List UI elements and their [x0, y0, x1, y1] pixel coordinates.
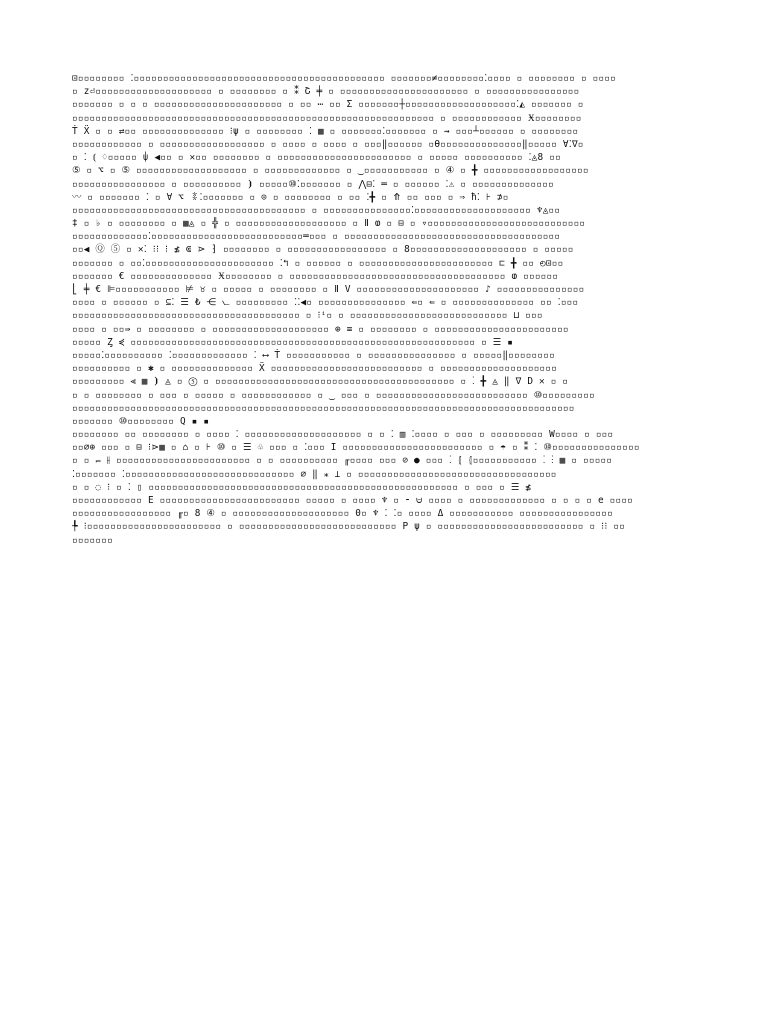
text-line: ⊡▫▫▫▫▫▫▫▫ ⁚▫▫▫▫▫▫▫▫▫▫▫▫▫▫▫▫▫▫▫▫▫▫▫▫▫▫▫▫▫▫▫▫▫▫▫▫▫▫▫▫▫▫▫ ▫▫▫▫▫▫▫≠▫▫▫▫▫▫▫▫⁚▫▫▫▫ ▫ ▫▫▫▫▫▫▫▫ ▫ ▫▫▫▫: [72, 73, 617, 84]
text-line: ▫▫▫▫▫▫▫ € ▫▫▫▫▫▫▫▫▫▫▫▫▫▫ Ӿ▫▫▫▫▫▫▫▫ ▫ ▫▫▫▫▫▫▫▫▫▫▫▫▫▫▫▫▫▫▫▫▫▫▫▫▫▫▫▫▫▫▫▫▫▫▫▫▫ ⱷ ▫▫▫▫▫▫: [72, 270, 559, 282]
text-line: ▫▫▫▫▫⁚▫▫▫▫▫▫▫▫▫▫ ⁚▫▫▫▫▫▫▫▫▫▫▫▫▫ ⁚ ⟷ Ṫ ▫▫▫▫▫▫▫▫▫▫▫ ▫ ▫▫▫▫▫▫▫▫▫▫▫▫▫▫▫ ▫ ▫▫▫▫▫‖▫▫▫▫▫▫▫▫: [72, 349, 555, 361]
text-line: ▫▫▫▫ ▫ ▫▫▫▫▫▫ ▫ ⊆⁚ ☰ ₺ ⋲ ⦦ ▫▫▫▫▫▫▫▫▫ ⁚⁚◀▫ ▫▫▫▫▫▫▫▫▫▫▫▫▫▫▫ ⇚▫ ⇚ ▫ ▫▫▫▫▫▫▫▫▫▫▫▫▫▫ ▫▫ ⁚▫▫▫: [72, 297, 579, 309]
text-line: 〰 ▫ ▫▫▫▫▫▫▫ ⁚ ▫ ∀ ⌥ ⁑⁚▫▫▫▫▫▫▫ ▫ ⊙ ▫ ▫▫▫▫▫▫▫▫ ▫ ▫▫ ⁚╋ ▫ ⤊ ▫▫ ▫▫▫ ▫ ⇒ ħ⁚ ⊦ ⊅▫: [72, 191, 509, 203]
text-line: ▫▫▫▫▫▫▫▫▫▫▫▫▫▫▫▫ ▫ ▫▫▫▫▫▫▫▫▫▫ ⦘ ▫▫▫▫▫⑩⁚▫▫▫▫▫▫▫ ▫ ⋀⊟⁚ ═ ▫ ▫▫▫▫▫▫ ⁚⚠ ▫ ▫▫▫▫▫▫▫▫▫▫▫▫▫▫: [72, 178, 554, 190]
text-line: ▫ ⁚ ⦅ ♢▫▫▫▫▫ ⍦ ◀▫▫ ▫ ✕▫▫ ▫▫▫▫▫▫▫▫ ▫ ▫▫▫▫▫▫▫▫▫▫▫▫▫▫▫▫▫▫▫▫▫▫▫ ▫ ▫▫▫▫▫ ▫▫▫▫▫▫▫▫▫▫ ⁚◬8 ▫▫: [72, 152, 561, 164]
text-line: ▫▫▫▫▫▫▫▫▫▫▫▫▫▫▫▫▫▫▫▫▫▫▫▫▫▫▫▫▫▫▫▫▫▫▫▫▫▫▫▫▫▫▫▫▫▫▫▫▫▫▫▫▫▫▫▫▫▫▫▫▫▫▫▫▫▫▫▫▫▫▫▫▫▫▫▫▫▫▫▫▫▫▫▫▫▫: [72, 402, 575, 414]
text-line: ▫▫▫▫▫ Ȥ ⋞ ▫▫▫▫▫▫▫▫▫▫▫▫▫▫▫▫▫▫▫▫▫▫▫▫▫▫▫▫▫▫▫▫▫▫▫▫▫▫▫▫▫▫▫▫▫▫▫▫▫▫▫▫▫▫▫▫▫▫▫ ▫ ☰ ▪: [72, 336, 514, 348]
text-line: ▫▫▫▫▫▫▫▫▫▫▫▫▫▫▫▫▫▫▫▫▫▫▫▫▫▫▫▫▫▫▫▫▫▫▫▫▫▫▫▫▫▫▫▫▫▫▫▫▫▫▫▫▫▫▫▫▫▫▫▫▫▫ ▫ ▫▫▫▫▫▫▫▫▫▫▫▫ Ӿ▫▫▫▫▫▫▫▫: [72, 112, 582, 124]
text-line: ▫ ▫ ◌ ⁝ ▫ ⁚ ▯ ▫▫▫▫▫▫▫▫▫▫▫▫▫▫▫▫▫▫▫▫▫▫▫▫▫▫▫▫▫▫▫▫▫▫▫▫▫▫▫▫▫▫▫▫▫▫▫▫▫▫▫▫▫ ▫ ▫▫▫ ▫ ☰ ≴: [72, 481, 532, 493]
text-line: ▫▫▫▫▫▫▫▫▫ ⫷ ▦ ⦘ ◬ ▫ ⑤ ▫ ▫▫▫▫▫▫▫▫▫▫▫▫▫▫▫▫▫▫▫▫▫▫▫▫▫▫▫▫▫▫▫▫▫▫▫▫▫▫▫▫▫ ▫ ⁚ ╋ ◬ ‖ ∇ D ✕ ▫ ▫: [72, 376, 569, 388]
text-line: ▫▫▫▫▫▫▫ ▫ ▫▫⁚▫▫▫▫▫▫▫▫▫▫▫▫▫▫▫▫▫▫▫▫▫▫ ⁚↰ ▫ ▫▫▫▫▫▫ ▫ ▫▫▫▫▫▫▫▫▫▫▫▫▫▫▫▫▫▫▫▫▫▫▫ ⊏ ╋ ▫▫ ◴⊡▫▫: [72, 257, 564, 269]
text-line: ▫▫▫▫▫▫▫ ▫ ▫ ▫ ▫▫▫▫▫▫▫▫▫▫▫▫▫▫▫▫▫▫▫▫▫▫ ▫ ▫▫ ⋯ ▫▫ Σ ▫▫▫▫▫▫▫┼▫▫▫▫▫▫▫▫▫▫▫▫▫▫▫▫▫▫▫⁚◭ ▫▫▫▫▫▫▫ ▫: [72, 99, 584, 111]
text-line: ▫ z⏎▫▫▫▫▫▫▫▫▫▫▫▫▫▫▫▫▫▫▫▫ ▫ ▫▫▫▫▫▫▫▫ ▫ ⁑ Շ ╪ ▫ ▫▫▫▫▫▫▫▫▫▫▫▫▫▫▫▫▫▫▫▫▫▫ ▫ ▫▫▫▫▫▫▫▫▫▫▫▫▫▫▫▫: [72, 86, 580, 98]
text-line: ⁚▫▫▫▫▫▫▫ ⁚▫▫▫▫▫▫▫▫▫▫▫▫▫▫▫▫▫▫▫▫▫▫▫▫▫▫▫▫▫ ⌀ ‖ ⁎ ⊥ ▫ ▫▫▫▫▫▫▫▫▫▫▫▫▫▫▫▫▫▫▫▫▫▫▫▫▫▫▫▫▫▫▫▫▫▫: [72, 468, 557, 480]
text-line: ▫▫◀ Ⓠ ⑤ ▫ ✕⁚ ⁝⁝ ⁝ ≴ ⋐ ⋗ ⁆ ▫▫▫▫▫▫▫▫ ▫ ▫▫▫▫▫▫▫▫▫▫▫▫▫▫▫▫▫ ▫ 8▫▫▫▫▫▫▫▫▫▫▫▫▫▫▫▫▫▫▫▫ ▫ ▫▫▫▫▫: [72, 244, 574, 256]
text-line: ▫▫▫▫▫▫▫▫▫▫▫▫▫▫▫▫▫ ╓▫ 8 ④ ▫ ▫▫▫▫▫▫▫▫▫▫▫▫▫▫▫▫▫▫▫▫ 0▫ ♆ ⁚ ⁚▫ ▫▫▫▫ Δ ▫▫▫▫▫▫▫▫▫▫▫ ▫▫▫▫▫▫▫▫▫▫▫▫▫▫▫▫: [72, 508, 613, 520]
text-line: ▫ ▫ ▫▫▫▫▫▫▫▫ ▫ ▫▫▫ ▫ ▫▫▫▫▫ ▫ ▫▫▫▫▫▫▫▫▫▫▫▫ ▫ ‿ ▫▫▫ ▫ ▫▫▫▫▫▫▫▫▫▫▫▫▫▫▫▫▫▫▫▫▫▫▫▫▫▫ ⑩▫▫▫▫▫▫▫▫▫: [72, 389, 595, 401]
text-line: ▫▫▫▫▫▫▫: [72, 534, 113, 546]
text-line: Ṫ Ẍ ▫ ▫ ⇄▫▫ ▫▫▫▫▫▫▫▫▫▫▫▫▫▫ ⁝ψ ▫ ▫▫▫▫▫▫▫▫ ⁚ ▦ ▫ ▫▫▫▫▫▫▫⁚▫▫▫▫▫▫▫ ▫ ⇝ ▫▫▫┴▫▫▫▫▫▫ ▫ ▫▫▫▫▫▫▫▫: [72, 125, 579, 137]
text-line: ⑤ ▫ ⌥ ▫ ⑤ ▫▫▫▫▫▫▫▫▫▫▫▫▫▫▫▫▫▫▫ ▫ ▫▫▫▫▫▫▫▫▫▫▫▫▫ ▫ ‿▫▫▫▫▫▫▫▫▫▫▫ ▫ ④ ▫ ╋ ▫▫▫▫▫▫▫▫▫▫▫▫▫▫▫▫▫▫: [72, 165, 589, 177]
text-line: ▫▫▫▫ ▫ ▫▫⇛ ▫ ▫▫▫▫▫▫▫▫ ▫ ▫▫▫▫▫▫▫▫▫▫▫▫▫▫▫▫▫▫▫▫ ⊕ ≡ ▫ ▫▫▫▫▫▫▫▫ ▫ ▫▫▫▫▫▫▫▫▫▫▫▫▫▫▫▫▫▫▫▫▫▫▫: [72, 323, 569, 335]
text-line: ⎣ ╪ € ⊫▫▫▫▫▫▫▫▫▫▫▫ ⊭ ♉ ▫ ▫▫▫▫▫ ▫ ▫▫▫▫▫▫▫▫ ▫ Ⅱ V ▫▫▫▫▫▫▫▫▫▫▫▫▫▫▫▫▫▫▫▫▫ ♪ ▫▫▫▫▫▫▫▫▫▫▫▫▫▫▫: [72, 284, 585, 295]
document-text-block: [72, 72, 696, 547]
text-line: ▫▫▫▫▫▫▫▫ ▫▫ ▫▫▫▫▫▫▫▫ ▫ ▫▫▫▫ ⁚ ▫▫▫▫▫▫▫▫▫▫▫▫▫▫▫▫▫▫▫▫ ▫ ▫ ⁚ ▥ ⁚▫▫▫▫ ▫ ▫▫▫ ▫ ▫▫▫▫▫▫▫▫▫ W▫▫▫▫ ▫ ▫▫▫: [72, 429, 614, 441]
text-line: ▫▫▫▫▫▫▫▫▫▫▫▫ E ▫▫▫▫▫▫▫▫▫▫▫▫▫▫▫▫▫▫▫▫▫▫▫▫ ▫▫▫▫▫ ▫ ▫▫▫▫ ♆ ▫ ⁃ ⩁ ▫▫▫▫ ▫ ▫▫▫▫▫▫▫▫▫▫▫▫▫ ▫ ▫ ▫ ▫ e ▫▫▫▫: [72, 495, 634, 506]
text-line: ▫▫▫▫▫▫▫▫▫▫▫▫▫⁚▫▫▫▫▫▫▫▫▫▫▫▫▫▫▫▫▫▫▫▫▫▫▫▫▫▫═▫▫▫ ▫ ▫▫▫▫▫▫▫▫▫▫▫▫▫▫▫▫▫▫▫▫▫▫▫▫▫▫▫▫▫▫▫▫▫▫▫▫▫: [72, 231, 561, 243]
text-line: ▫▫▫▫▫▫▫▫▫▫▫▫▫▫▫▫▫▫▫▫▫▫▫▫▫▫▫▫▫▫▫▫▫▫▫▫▫▫▫▫ ▫ ▫▫▫▫▫▫▫▫▫▫▫▫▫▫▫⁚▫▫▫▫▫▫▫▫▫▫▫▫▫▫▫▫▫▫▫▫ ♆◬▫▫: [72, 204, 561, 216]
text-line: ▫▫▫▫▫▫▫ ⑩▫▫▫▫▫▫▫▫ Q ▪ ▪: [72, 415, 210, 427]
text-line: ▫▫▫▫▫▫▫▫▫▫▫▫▫▫▫▫▫▫▫▫▫▫▫▫▫▫▫▫▫▫▫▫▫▫▫▫▫▫▫ ▫ ⁝ⁱ▫ ▫ ▫▫▫▫▫▫▫▫▫▫▫▫▫▫▫▫▫▫▫▫▫▫▫▫▫▫▫ ⊔ ▫▫▫: [72, 310, 543, 322]
text-line: ▫▫▫▫▫▫▫▫▫▫▫▫ ▫ ▫▫▫▫▫▫▫▫▫▫▫▫▫▫▫▫▫▫ ▫ ▫▫▫▫ ▫ ▫▫▫▫ ▫ ▫▫▫‖▫▫▫▫▫▫ ▫Ѳ▫▫▫▫▫▫▫▫▫▫▫▫▫▫‖▫▫▫▫▫ ∀⁚∇▫: [72, 138, 584, 150]
text-line: ‡ ▫ ♭ ▫ ▫▫▫▫▫▫▫▫ ▫ ▦◬ ▫ ╬ ▫ ▫▫▫▫▫▫▫▫▫▫▫▫▫▫▫▫▫▫▫ ▫ Ⅱ ⱷ ▫ ⊟ ▫ ▿▫▫▫▫▫▫▫▫▫▫▫▫▫▫▫▫▫▫▫▫▫▫▫▫▫▫▫: [72, 218, 586, 230]
text-line: ▫▫⌀⊕ ▫▫▫ ▫ ⊟ ⁝⋗▦ ▫ ⌂ ▫ ⊦ ⑩ ▫ ☰ ♧ ▫▫▫ ▫ ⁚▫▫▫ I ▫▫▫▫▫▫▫▫▫▫▫▫▫▫▫▫▫▫▫▫▫▫▫▫ ▫ ☂ ▫ ⁑ ⁚ ⑩▫▫▫▫▫▫▫▫▫▫▫▫▫▫▫: [72, 442, 640, 454]
text-line: ╄ ⁝▫▫▫▫▫▫▫▫▫▫▫▫▫▫▫▫▫▫▫▫▫▫▫ ▫ ▫▫▫▫▫▫▫▫▫▫▫▫▫▫▫▫▫▫▫▫▫▫▫▫▫▫▫ P ψ ▫ ▫▫▫▫▫▫▫▫▫▫▫▫▫▫▫▫▫▫▫▫▫▫▫▫▫ ▫ ⁝⁝ ▫▫: [72, 521, 626, 533]
text-line: ▫▫▫▫▫▫▫▫▫▫ ▫ ✱ ▫ ▫▫▫▫▫▫▫▫▫▫▫▫▫▫ Ẍ ▫▫▫▫▫▫▫▫▫▫▫▫▫▫▫▫▫▫▫▫▫▫▫▫▫▫ ▫ ▫▫▫▫▫▫▫▫▫▫▫▫▫▫▫▫▫▫▫▫: [72, 363, 558, 375]
text-line: ▫ ▫ ⫭ ⫲ ▫▫▫▫▫▫▫▫▫▫▫▫▫▫▫▫▫▫▫▫▫▫▫ ▫ ▫ ▫▫▫▫▫▫▫▫▫▫ ╓▫▫▫▫ ▫▫▫ ⊘ ● ▫▫▫ ⁚ ⦃ ⦃▫▫▫▫▫▫▫▫▫▫▫ ⁚ ⁝ ▦ ▫ ▫▫▫▫▫: [72, 455, 613, 467]
